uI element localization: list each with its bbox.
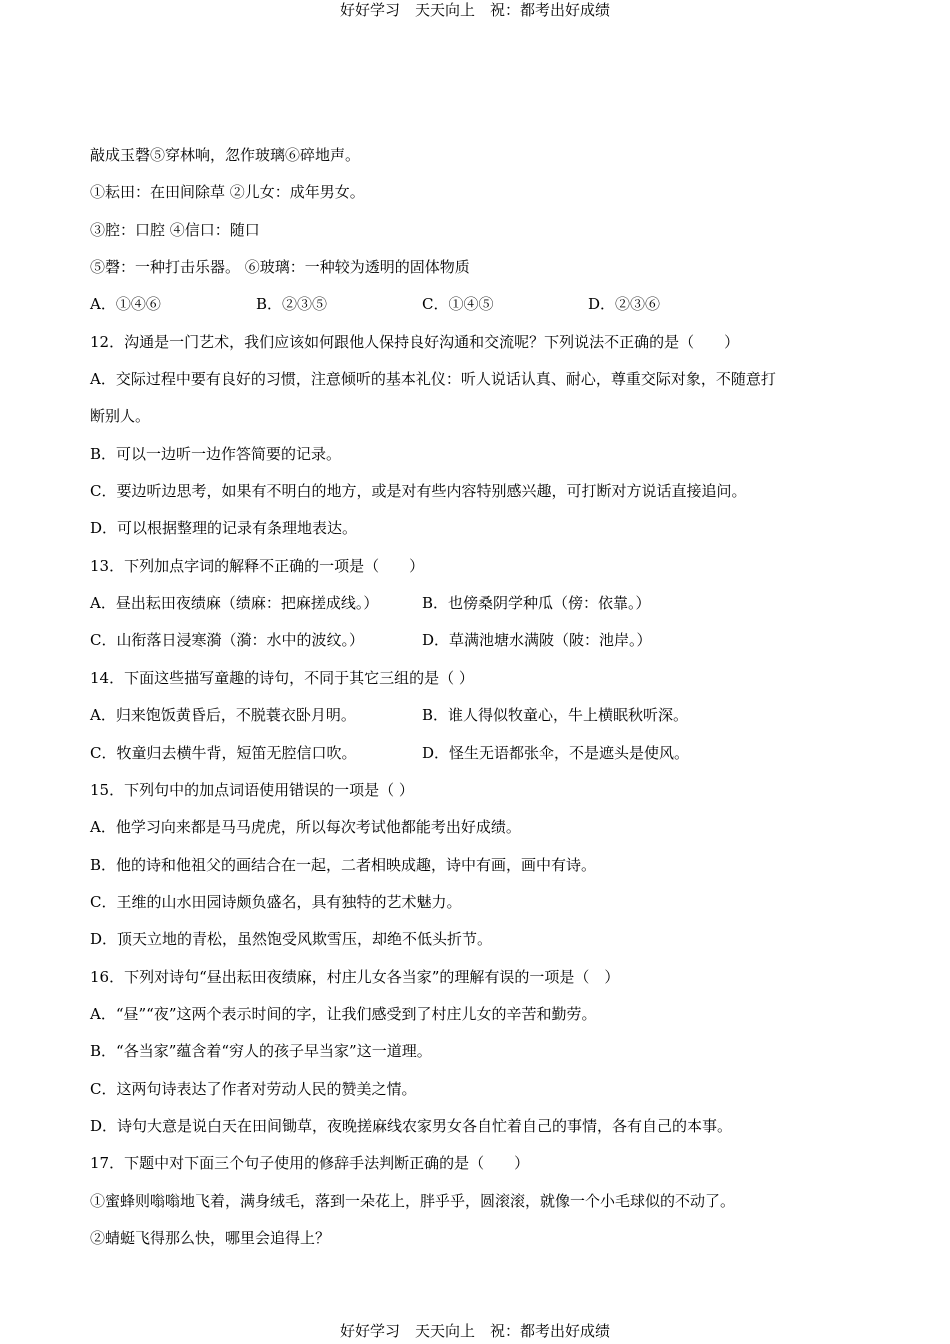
annotation-line: ③腔：口腔 ④信口：随口 [90, 220, 260, 239]
question-13: 13．下列加点字词的解释不正确的一项是（ ） [90, 556, 425, 575]
q13-option-a: A．昼出耘田夜绩麻（绩麻：把麻搓成线。） [90, 594, 379, 613]
q16-option-b: B．“各当家”蕴含着“穷人的孩子早当家”这一道理。 [90, 1042, 432, 1061]
annotation-line: ①耘田：在田间除草 ②儿女：成年男女。 [90, 183, 365, 202]
q13-option-b: B．也傍桑阴学种瓜（傍：依靠。） [422, 594, 651, 613]
q14-options-row1 [90, 703, 870, 740]
q13-option-c: C．山衔落日浸寒漪（漪：水中的波纹。） [90, 631, 364, 650]
q11-option-a: A．①④⑥ [90, 295, 161, 314]
q16-option-d: D．诗句大意是说白天在田间锄草，夜晚搓麻线农家男女各自忙着自己的事情，各有自己的本事。 [90, 1116, 733, 1135]
q17-sentence-2: ②蜻蜓飞得那么快，哪里会追得上？ [90, 1228, 331, 1247]
page-header: 好好学习 天天向上 祝：都考出好成绩 [339, 1, 610, 19]
q13-options-row2 [90, 628, 870, 665]
page-footer: 好好学习 天天向上 祝：都考出好成绩 [339, 1322, 610, 1340]
q11-option-b: B．②③⑤ [256, 295, 328, 314]
q13-options-row1 [90, 591, 870, 628]
q16-option-a: A．“昼”“夜”这两个表示时间的字，让我们感受到了村庄儿女的辛苦和勤劳。 [90, 1004, 597, 1023]
q16-option-c: C．这两句诗表达了作者对劳动人民的赞美之情。 [90, 1079, 417, 1098]
annotation-line: ⑤磬：一种打击乐器。 ⑥玻璃：一种较为透明的固体物质 [90, 258, 470, 277]
q14-option-d: D．怪生无语都张伞，不是遮头是使风。 [422, 743, 690, 762]
q14-options-row2 [90, 741, 870, 778]
q11-option-c: C．①④⑤ [422, 295, 494, 314]
q12-option-b: B．可以一边听一边作答简要的记录。 [90, 444, 342, 463]
q15-option-b: B．他的诗和他祖父的画结合在一起，二者相映成趣，诗中有画，画中有诗。 [90, 855, 597, 874]
q14-option-c: C．牧童归去横牛背，短笛无腔信口吹。 [90, 743, 357, 762]
q11-option-d: D．②③⑥ [588, 295, 661, 314]
question-12: 12．沟通是一门艺术，我们应该如何跟他人保持良好沟通和交流呢？下列说法不正确的是（ ） [90, 332, 740, 351]
q13-option-d: D．草满池塘水满陂（陂：池岸。） [422, 631, 652, 650]
q17-sentence-1: ①蜜蜂则嗡嗡地飞着，满身绒毛，落到一朵花上，胖乎乎，圆滚滚，就像一个小毛球似的不动了。 [90, 1191, 736, 1210]
document-body [90, 143, 870, 1263]
q12-option-a-cont: 断别人。 [90, 407, 151, 426]
question-17: 17．下题中对下面三个句子使用的修辞手法判断正确的是（ ） [90, 1154, 530, 1173]
q12-option-d: D．可以根据整理的记录有条理地表达。 [90, 519, 358, 538]
question-16: 16．下列对诗句“昼出耘田夜绩麻，村庄儿女各当家”的理解有误的一项是（ ） [90, 967, 620, 986]
q11-options [90, 292, 870, 329]
q14-option-b: B．谁人得似牧童心，牛上横眠秋听深。 [422, 706, 689, 725]
q15-option-c: C．王维的山水田园诗颇负盛名，具有独特的艺术魅力。 [90, 892, 462, 911]
q14-option-a: A．归来饱饭黄昏后，不脱蓑衣卧月明。 [90, 706, 356, 725]
question-15: 15．下列句中的加点词语使用错误的一项是（ ） [90, 780, 414, 799]
q15-option-a: A．他学习向来都是马马虎虎，所以每次考试他都能考出好成绩。 [90, 818, 521, 837]
poem-line: 敲成玉磬⑤穿林响，忽作玻璃⑥碎地声。 [90, 146, 361, 164]
question-14: 14．下面这些描写童趣的诗句，不同于其它三组的是（ ） [90, 668, 474, 687]
q15-option-d: D．顶天立地的青松，虽然饱受风欺雪压，却绝不低头折节。 [90, 930, 493, 949]
q12-option-a: A．交际过程中要有良好的习惯，注意倾听的基本礼仪：听人说话认真、耐心，尊重交际对象，不随意打 [90, 370, 776, 389]
q12-option-c: C．要边听边思考，如果有不明白的地方，或是对有些内容特别感兴趣，可打断对方说话直接追问。 [90, 482, 747, 501]
